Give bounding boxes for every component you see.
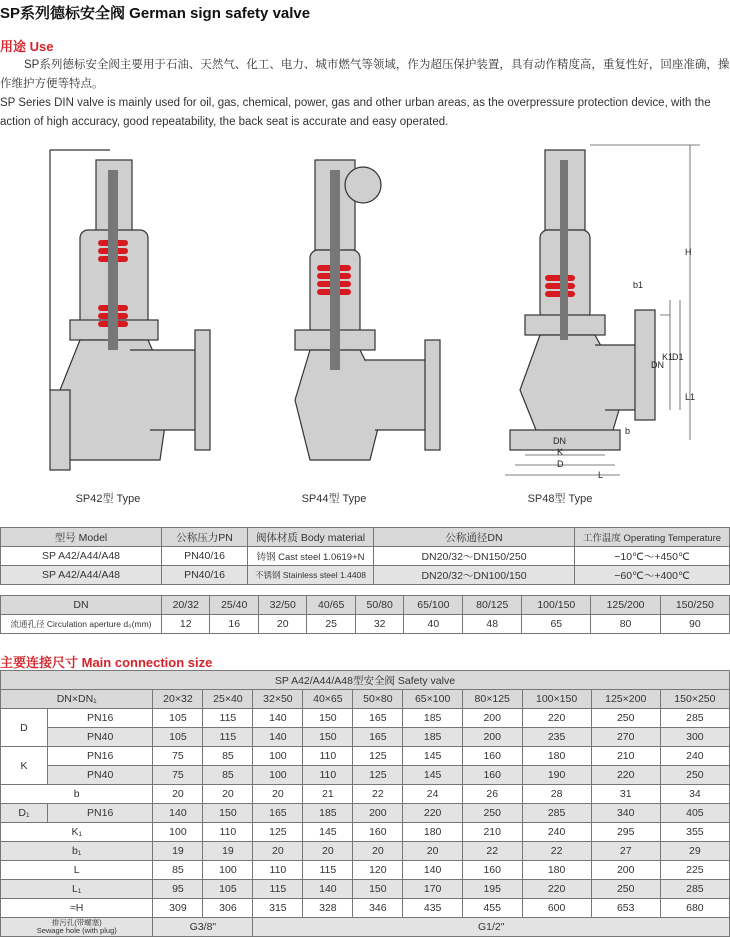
table-row xyxy=(1,842,730,861)
spec-header: 公称压力PN xyxy=(162,528,248,547)
dim-label-l: L xyxy=(598,470,604,480)
connection-value: 185 xyxy=(403,728,463,747)
connection-value: 200 xyxy=(462,728,522,747)
connection-value: 115 xyxy=(303,861,353,880)
valve-drawing-sp44 xyxy=(255,140,455,480)
table-row xyxy=(1,823,730,842)
connection-row-sublabel: PN16 xyxy=(47,747,153,766)
connection-value: 21 xyxy=(303,785,353,804)
connection-value: 200 xyxy=(591,861,660,880)
connection-size-header: 125×200 xyxy=(591,690,660,709)
drain-value-large: G1/2" xyxy=(253,918,730,937)
caption-sp42: SP42型 Type xyxy=(75,493,141,505)
aperture-value: 48 xyxy=(463,615,522,634)
connection-value: 165 xyxy=(353,728,403,747)
dim-label-b1: b1 xyxy=(633,280,644,290)
spec-cell: −60℃～+400℃ xyxy=(575,566,730,585)
connection-row-label: K xyxy=(1,747,48,785)
connection-value: 20 xyxy=(253,785,303,804)
connection-value: 315 xyxy=(253,899,303,918)
connection-value: 115 xyxy=(203,709,253,728)
dim-label-k: K xyxy=(557,447,564,457)
connection-value: 405 xyxy=(660,804,729,823)
connection-size-header: 150×250 xyxy=(660,690,729,709)
connection-value: 85 xyxy=(153,861,203,880)
spec-cell: DN20/32～DN100/150 xyxy=(374,566,575,585)
spec-cell: SP A42/A44/A48 xyxy=(1,547,162,566)
connection-size-header: 50×80 xyxy=(353,690,403,709)
connection-value: 26 xyxy=(462,785,522,804)
aperture-dn: 20/32 xyxy=(162,596,210,615)
connection-row-label: b₁ xyxy=(1,842,153,861)
aperture-value: 12 xyxy=(162,615,210,634)
connection-head-label: DN×DN₁ xyxy=(1,690,153,709)
connection-value: 22 xyxy=(522,842,591,861)
connection-row-sublabel: PN40 xyxy=(47,766,153,785)
table-row xyxy=(1,899,730,918)
connection-value: 300 xyxy=(660,728,729,747)
drain-label-en: Sewage hole (with plug) xyxy=(36,926,117,935)
page-title: SP系列德标安全阀 German sign safety valve xyxy=(0,5,311,22)
aperture-dn: 40/65 xyxy=(307,596,355,615)
connection-value: 22 xyxy=(353,785,403,804)
connection-value: 235 xyxy=(522,728,591,747)
connection-value: 220 xyxy=(403,804,463,823)
connection-value: 240 xyxy=(660,747,729,766)
connection-value: 210 xyxy=(462,823,522,842)
aperture-value: 65 xyxy=(522,615,591,634)
connection-value: 240 xyxy=(522,823,591,842)
connection-row-label: K₁ xyxy=(1,823,153,842)
connection-value: 285 xyxy=(660,880,729,899)
connection-value: 210 xyxy=(591,747,660,766)
connection-value: 600 xyxy=(522,899,591,918)
aperture-value: 16 xyxy=(210,615,258,634)
table-row xyxy=(1,747,730,766)
connection-row-sublabel: PN40 xyxy=(47,728,153,747)
connection-value: 355 xyxy=(660,823,729,842)
connection-value: 220 xyxy=(591,766,660,785)
connection-value: 180 xyxy=(522,747,591,766)
connection-value: 100 xyxy=(203,861,253,880)
connection-value: 285 xyxy=(522,804,591,823)
connection-value: 270 xyxy=(591,728,660,747)
connection-value: 200 xyxy=(462,709,522,728)
connection-value: 105 xyxy=(203,880,253,899)
dim-label-dn-vertical: DN xyxy=(651,360,664,370)
connection-value: 346 xyxy=(353,899,403,918)
aperture-dn: 150/250 xyxy=(660,596,729,615)
connection-value: 653 xyxy=(591,899,660,918)
connection-value: 105 xyxy=(153,728,203,747)
connection-value: 680 xyxy=(660,899,729,918)
connection-value: 75 xyxy=(153,747,203,766)
aperture-row-label: 流通孔径 Circulation aperture d₀(mm) xyxy=(1,615,162,634)
aperture-value: 80 xyxy=(591,615,660,634)
aperture-dn: 50/80 xyxy=(355,596,403,615)
connection-value: 145 xyxy=(303,823,353,842)
connection-value: 28 xyxy=(522,785,591,804)
connection-value: 250 xyxy=(591,709,660,728)
connection-size-header: 65×100 xyxy=(403,690,463,709)
connection-value: 150 xyxy=(303,728,353,747)
connection-value: 20 xyxy=(403,842,463,861)
dim-label-l1: L1 xyxy=(685,392,696,402)
connection-value: 190 xyxy=(522,766,591,785)
connection-value: 110 xyxy=(253,861,303,880)
connection-value: 20 xyxy=(353,842,403,861)
caption-sp48: SP48型 Type xyxy=(527,493,593,505)
connection-value: 115 xyxy=(203,728,253,747)
caption-sp44: SP44型 Type xyxy=(301,493,367,505)
intro-cn: SP系列德标安全阀主要用于石油、天然气、化工、电力、城市燃气等领域，作为超压保护装置，具有动作精度高，重复性好，回座准确，操作维护方便等特点。 xyxy=(0,59,730,90)
spec-header: 型号 Model xyxy=(1,528,162,547)
connection-size-header: 40×65 xyxy=(303,690,353,709)
connection-value: 29 xyxy=(660,842,729,861)
aperture-value: 25 xyxy=(307,615,355,634)
table-row xyxy=(1,785,730,804)
connection-value: 160 xyxy=(462,747,522,766)
connection-value: 85 xyxy=(203,747,253,766)
connection-value: 225 xyxy=(660,861,729,880)
connection-value: 200 xyxy=(353,804,403,823)
connection-value: 19 xyxy=(203,842,253,861)
aperture-value: 40 xyxy=(404,615,463,634)
connection-value: 328 xyxy=(303,899,353,918)
connection-value: 140 xyxy=(253,709,303,728)
spec-cell: SP A42/A44/A48 xyxy=(1,566,162,585)
connection-value: 85 xyxy=(203,766,253,785)
table-row xyxy=(1,728,730,747)
connection-value: 140 xyxy=(303,880,353,899)
spec-cell: 不锈钢 Stainless steel 1.4408 xyxy=(248,566,374,585)
connection-value: 145 xyxy=(403,766,463,785)
connection-table xyxy=(0,670,730,937)
connection-value: 22 xyxy=(462,842,522,861)
aperture-dn: 32/50 xyxy=(258,596,306,615)
connection-value: 125 xyxy=(253,823,303,842)
connection-row-label: ≈H xyxy=(1,899,153,918)
connection-value: 125 xyxy=(353,747,403,766)
spec-cell: 铸钢 Cast steel 1.0619+N xyxy=(248,547,374,566)
connection-value: 125 xyxy=(353,766,403,785)
connection-size-header: 100×150 xyxy=(522,690,591,709)
connection-row-label: b xyxy=(1,785,153,804)
aperture-dn: 65/100 xyxy=(404,596,463,615)
connection-value: 250 xyxy=(591,880,660,899)
connection-value: 115 xyxy=(253,880,303,899)
dim-label-d1: D1 xyxy=(672,352,684,362)
drain-value-small: G3/8" xyxy=(153,918,253,937)
dim-label-k1: K1 xyxy=(662,352,674,362)
connection-value: 20 xyxy=(303,842,353,861)
aperture-dn-label: DN xyxy=(1,596,162,615)
connection-row-label: L xyxy=(1,861,153,880)
valve-drawing-sp48 xyxy=(495,140,725,485)
aperture-dn: 25/40 xyxy=(210,596,258,615)
connection-value: 20 xyxy=(203,785,253,804)
connection-value: 195 xyxy=(462,880,522,899)
dim-label-dn: DN xyxy=(553,436,566,446)
table-row xyxy=(1,918,730,937)
connection-value: 170 xyxy=(403,880,463,899)
connection-value: 120 xyxy=(353,861,403,880)
aperture-value: 20 xyxy=(258,615,306,634)
connection-row-label: D xyxy=(1,709,48,747)
connection-heading: 主要连接尺寸 Main connection size xyxy=(0,655,213,670)
connection-value: 435 xyxy=(403,899,463,918)
aperture-value: 32 xyxy=(355,615,403,634)
connection-value: 34 xyxy=(660,785,729,804)
table-row xyxy=(1,547,730,566)
connection-value: 309 xyxy=(153,899,203,918)
connection-value: 105 xyxy=(153,709,203,728)
connection-value: 185 xyxy=(403,709,463,728)
spec-cell: −10℃～+450℃ xyxy=(575,547,730,566)
connection-value: 110 xyxy=(303,766,353,785)
connection-value: 165 xyxy=(353,709,403,728)
connection-row-sublabel: PN16 xyxy=(47,804,153,823)
spec-cell: PN40/16 xyxy=(162,547,248,566)
connection-value: 110 xyxy=(203,823,253,842)
connection-value: 150 xyxy=(353,880,403,899)
connection-value: 285 xyxy=(660,709,729,728)
connection-value: 110 xyxy=(303,747,353,766)
connection-value: 140 xyxy=(253,728,303,747)
connection-value: 160 xyxy=(353,823,403,842)
connection-value: 295 xyxy=(591,823,660,842)
connection-value: 75 xyxy=(153,766,203,785)
intro-en: SP Series DIN valve is mainly used for oil, gas, chemical, power, gas and other urban areas, as the overpressure protection device, with the action of high accuracy, good repeatability, the back seat is accurate and easy operated. xyxy=(0,97,711,128)
table-row xyxy=(1,766,730,785)
connection-value: 180 xyxy=(403,823,463,842)
connection-value: 150 xyxy=(303,709,353,728)
connection-value: 31 xyxy=(591,785,660,804)
connection-value: 455 xyxy=(462,899,522,918)
dim-label-d: D xyxy=(557,459,564,469)
connection-value: 180 xyxy=(522,861,591,880)
spec-header: 工作温度 Operating Temperature xyxy=(575,528,730,547)
drain-label xyxy=(1,918,153,937)
aperture-dn: 100/150 xyxy=(522,596,591,615)
table-row xyxy=(1,615,730,634)
spec-table xyxy=(0,527,730,585)
table-row xyxy=(1,804,730,823)
aperture-table xyxy=(0,595,730,634)
dim-label-b: b xyxy=(625,426,631,436)
connection-value: 165 xyxy=(253,804,303,823)
table-row xyxy=(1,861,730,880)
connection-value: 24 xyxy=(403,785,463,804)
connection-size-header: 32×50 xyxy=(253,690,303,709)
aperture-value: 90 xyxy=(660,615,729,634)
connection-value: 250 xyxy=(660,766,729,785)
connection-value: 95 xyxy=(153,880,203,899)
connection-value: 27 xyxy=(591,842,660,861)
connection-value: 185 xyxy=(303,804,353,823)
connection-size-header: 25×40 xyxy=(203,690,253,709)
table-row xyxy=(1,880,730,899)
connection-value: 140 xyxy=(403,861,463,880)
connection-size-header: 80×125 xyxy=(462,690,522,709)
connection-value: 100 xyxy=(153,823,203,842)
drain-label-cn: 排污孔(带螺塞) xyxy=(51,918,102,927)
connection-row-sublabel: PN16 xyxy=(47,709,153,728)
spec-header: 阀体材质 Body material xyxy=(248,528,374,547)
connection-row-label: L₁ xyxy=(1,880,153,899)
table-row xyxy=(1,709,730,728)
dim-label-h: H xyxy=(685,247,692,257)
connection-value: 250 xyxy=(462,804,522,823)
connection-value: 20 xyxy=(153,785,203,804)
connection-row-label: D₁ xyxy=(1,804,48,823)
connection-value: 220 xyxy=(522,880,591,899)
connection-size-header: 20×32 xyxy=(153,690,203,709)
use-heading: 用途 Use xyxy=(0,39,54,54)
connection-value: 150 xyxy=(203,804,253,823)
connection-value: 140 xyxy=(153,804,203,823)
spec-header: 公称通径DN xyxy=(374,528,575,547)
spec-cell: DN20/32～DN150/250 xyxy=(374,547,575,566)
connection-value: 20 xyxy=(253,842,303,861)
connection-value: 340 xyxy=(591,804,660,823)
connection-value: 306 xyxy=(203,899,253,918)
aperture-dn: 125/200 xyxy=(591,596,660,615)
connection-value: 160 xyxy=(462,861,522,880)
spec-cell: PN40/16 xyxy=(162,566,248,585)
connection-value: 220 xyxy=(522,709,591,728)
connection-value: 100 xyxy=(253,766,303,785)
connection-value: 100 xyxy=(253,747,303,766)
aperture-dn: 80/125 xyxy=(463,596,522,615)
valve-drawing-sp42 xyxy=(10,140,220,480)
table-row xyxy=(1,566,730,585)
connection-value: 160 xyxy=(462,766,522,785)
connection-table-title: SP A42/A44/A48型安全阀 Safety valve xyxy=(1,671,730,690)
connection-value: 145 xyxy=(403,747,463,766)
connection-value: 19 xyxy=(153,842,203,861)
